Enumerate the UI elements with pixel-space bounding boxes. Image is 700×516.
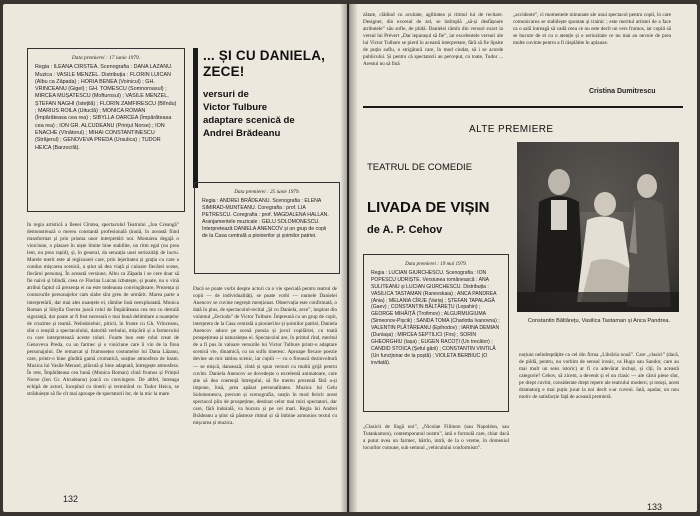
production-photo: [517, 142, 679, 312]
bottom-column-2: noțiuni neîndreptățite ca cel din firma „Librăria nouă”. Care „clasici” (dacă, de pildă, pentru, nu vorbim de sensul ironic, ca Hugo sau Sandor, care au mai mult un sens istoric) ar fi cu adevărat incluși, și cîți, în această categorie? Cehov, să zicem, a devenit și el un clasic — ale cărui piese sînt, pe drept cuvînt, considerate drept repere ale teatrului modern; și totuși, acest dramaturg e mai puțin jucat la noi decît s-ar cuveni. Iată, așadar, un nou motiv de satisfacție față de această premieră.: [519, 352, 679, 401]
page-number: 133: [647, 502, 663, 512]
credits-box-3: [363, 254, 509, 412]
headline-block: [203, 48, 339, 198]
subtitle-line-2: Victor Tulbure: [203, 102, 268, 113]
credits-text: Regia : LUCIAN GIURCHESCU. Scenografia : ION POPESCU UDRIȘTE. Versiunea românească : ANA SULITEANU și LUCIAN GIURCHESCU. Distribuția : VASILICA TASTAMAN (Ranevskaia) ; ANCA PANDREA (Ania) ; MELANIA CÎRJE (Varia) ; ȘTEFAN TAPALAGĂ (Gaev) ; CONSTANTIN BĂLTĂREȚU (Lopahin) ; GEORGE MIHĂIȚĂ (Trofimov) ; ALGURMUGIUMA (Simeonov-Pișcik) ; SANDA TOMA (Charlotta Ivanovna) ; VALENTIN PLĂTĂREANU (Epihodov) ; IARINA DEMIAN (Duniașa) ; MIRCEA SEPTILICI (Firs) ; SORIN GHEORGHIU (Iașa) ; EUGEN RACOȚI (Un trecător) ; CANDID STOICA (Șeful gării) ; CONSTANTIN VINTILĂ (Un funcționar de la poștă) ; VIOLETA BERBIUC (O invitată).: [371, 269, 500, 366]
author-signature: Cristina Dumitrescu: [589, 88, 656, 95]
top-column-1: zătate, clădind cu acuitate, agilitatea și ritmul lui de recitare. Designer, din excesul de zel, se întîmplă „să-și desfășoare atributele” său sofie, de plidă. Danielei rămîn din versuri exact la versul lui Prévert „Dar iepurașul să fie”, iar excelentele versuri ale lui Victor Tulbure se pierd în această interpretare, fără să fie lipsite de puțin suflu, o strigătură care, în mod ciudat, să i se acorde publicului. Și pentru că spectatorii au perceput, cu toate, Tudor ... Arestul nu să fină: [363, 12, 503, 68]
theatre-name: TEATRUL DE COMEDIE: [367, 162, 473, 173]
credits-box-2: [194, 182, 340, 274]
premiere-date: Data premierei : 25 iunie 1979.: [234, 189, 300, 195]
section-rule: [363, 106, 683, 108]
credits-text: Regia : ILEANA CIRSTEA. Scenografia : DANA LAZANU. Muzica : VASILE MENZEL. Distribuția : FLORIN LUICAN (Albu ca Zăpada) ; HORIA BENEA (Voinicul) ; GH. VRINCEANU (Gigel) ; GH. TOMESCU (Somnoroasul) ; MIRCEA MUȘATESCU (Mofturosul) ; VASILE MENZEL, ȘTEFAN NAGHI (Istețilă) ; FLORIN ZAMFIRESCU (Blîndu) ; MARIUS ROILA (Uituclă) ; MONICA ROMAN (Împărăteasa cea rea) ; SIBYLLA OARCEA (Împărăteasa cea rea) ; ION GR. ALCUDEANU (Prințul Norse) ; ION ENACHE (Vînătorul) ; MIHAI CONSTANTINESCU (Străjerul) ; GENOVEVA PREDA (Ursulica) ; TUDOR HEICA (Barzocilă).: [35, 64, 177, 151]
photo-image: [517, 142, 679, 312]
credits-text: Regia : ANDREI BRĂDEANU. Scenografia : ELENA SIMIRAD-MUNTEANU. Coregrafia : prof. LIA PETRESCU. Coregrafia : prof. MAGDALENA HALLAN. Aranjamentele muzicale : GELU SOLOMONESCU. Interpretează DANIELA ANENCOV și un grup de copii de la Casa centrală a pionierilor și șoimilor patriei.: [202, 198, 329, 239]
play-title: LIVADA DE VIȘIN: [367, 199, 490, 216]
photo-caption: Constantin Băltărețu, Vasilica Tastaman și Anca Pandrea.: [527, 318, 671, 324]
spine-shadow: [340, 4, 358, 512]
play-author: de A. P. Cehov: [367, 224, 443, 236]
page-number: 132: [63, 494, 79, 504]
subtitle-line-3: adaptare scenică de: [203, 115, 295, 126]
review-column-1: În regia artistică a Ilenei Cîrstea, spectacolul Teatrului „Ion Creangă” demonstrează o mereu constantă profesională ținută, în această fiind transformat și prin prisma unor interpretări noi. Montarea degajă o vioiciune, o plasare în niște limite bine stabilite, un ritm egal (nu prea lent, nu prea rapid), și, în general, da senzația unei seriozități de lucru. Marele merit este al regizoarei care, prin lejeritatea și grația cu care a condus mișcarea scenică, a știut să dea viață și culoare fiecărei scene, fiecărui personaj. În această versiune, Albu ca Zăpada i se cere doar să fie naivă și blîndă, ceea ce Florina Luican izbutește, și poate, nu o vină atribui faptul că prezența ei nu este totdeauna convingătoare. Prezența și contururile personajelor cam slabe sînt greu de urmărit. Marea parte a interpretării, dar mai ales nuanțele ei, rămîne însă neexploatată. Monica Roman și Sibylla Oarcea joacă rolul de Împărăteasa cea rea cu destulă siguranță, dar poate ar fi fost necesară o mai bună delimitare a nuanțelor de cruzime și teamă. Neîndoielnic, piticii, în frunte cu Gh. Vrînceanu, sînt o reușită a spectacolului, datorită verbului, mișcării și a farmecului cu care interpretează aceste roluri. Foarte bun este rolul creat de Genoveva Preda, cu un farmec și o vioiciune care îi vin de la firea personajului. De remarcat și frumusețea costumelor lui Dana Lăzanu, care, printr-o bine gîndită gamă cromatică, susține atmosfera de basm. Muzica lui Vasile Menzel, plăcută și bine adaptată, întregește atmosfera. În rest, Împărăteasa cea bună (Monica Roman) cîntă frumos și Prințul Norse (Ion Gr. Alcudeanu) joacă cu convingere. De altfel, întreaga echipă de actori, începînd cu tinerii și terminînd cu Tudor Heica, se străduiește să fie cît mai aproape de spectatorii lor, de la mic la mare.: [27, 222, 179, 398]
right-page: [349, 4, 697, 512]
credits-box-1: [27, 48, 185, 212]
section-title: ALTE PREMIERE: [469, 124, 554, 135]
headline-bar: [193, 48, 198, 188]
article-title: ... ȘI CU DANIELA, ZECE!: [203, 48, 326, 79]
bottom-column-1: „Clasicii de lîngă noi”, „Nicolae Filimon (sau Napoléon, sau Tutankamon), contemporanul nostru”, iată o formulă care, chiar dacă a putut avea un farmec, bătrîn, intră, de la o vreme, în domeniul locurilor comune, sub semnul „vehiculului conformism”.: [363, 424, 509, 452]
subtitle-line-1: versuri de: [203, 89, 249, 100]
premiere-date: Data premierei : 19 mai 1979.: [405, 261, 467, 267]
top-column-2: „accidente”, ci momentele minunate ale unui spectacol pentru copii, în care comunicarea se stabilește spontan și trainic ; este meritul artistei de a face ca o sală întreagă să vadă ceea ce nu este decît un vers frumos, iar copiii să se bucure de el cu o atenție și o seriozitate ce nu mai au nevoie de prea multe cuvinte pentru a fi răsplătite în aplauze.: [513, 12, 671, 47]
review-column-2: Dacă se poate vorbi despre actori ca o vie specială pentru teatrul de copii — de individualități, se poate vorbi — numele Danielei Anencov se cuvine negreșit menționat. Observația este confirmată, o dată în plus, de spectacolul-recital „Și cu Daniela, zece”, inspirat din volumul „Zecioda” de Victor Tulbure. Împreună cu un grup de copii, interpreta de la Casa centrală a pionierilor și șoimilor patriei, Daniela Anencov aduce pe scenă poezia și jocul copilăriei, cu toată prospețimea și naturalețea ei. Spectacolul are, în primul rînd, meritul de a fi pus în valoare versurile lui Victor Tulbure printr-o adaptare scenică vie, dinamică, cu un suflu tineresc. Aproape fiecare poezie devine un mic tablou scenic, iar copiii — cu o firească dezinvoltură — se mișcă, dansează, cîntă și spun versuri cu multă grijă pentru cuvînt. Daniela Anencov se dovedește o excelentă animatoare, care știe să dea coerență întregului, să fie mereu prezentă fără a-și impune, însă, prea apăsat personalitatea. Muzica lui Gelu Solomonescu, precum și scenografia, susțin în mod fericit acest spectacol plin de prospețime, destinat celor mai mici spectatori, dar care, fără îndoială, va bucura și pe cei mari. Regia lui Andrei Brădeanu a știut să păstreze ritmul și să îmbine armonios textul cu mișcarea și muzica.: [193, 286, 337, 426]
left-page: [3, 4, 347, 512]
premiere-date: Data premierei : 17 iunie 1979.: [71, 55, 141, 61]
subtitle-line-4: Andrei Brădeanu: [203, 128, 281, 139]
